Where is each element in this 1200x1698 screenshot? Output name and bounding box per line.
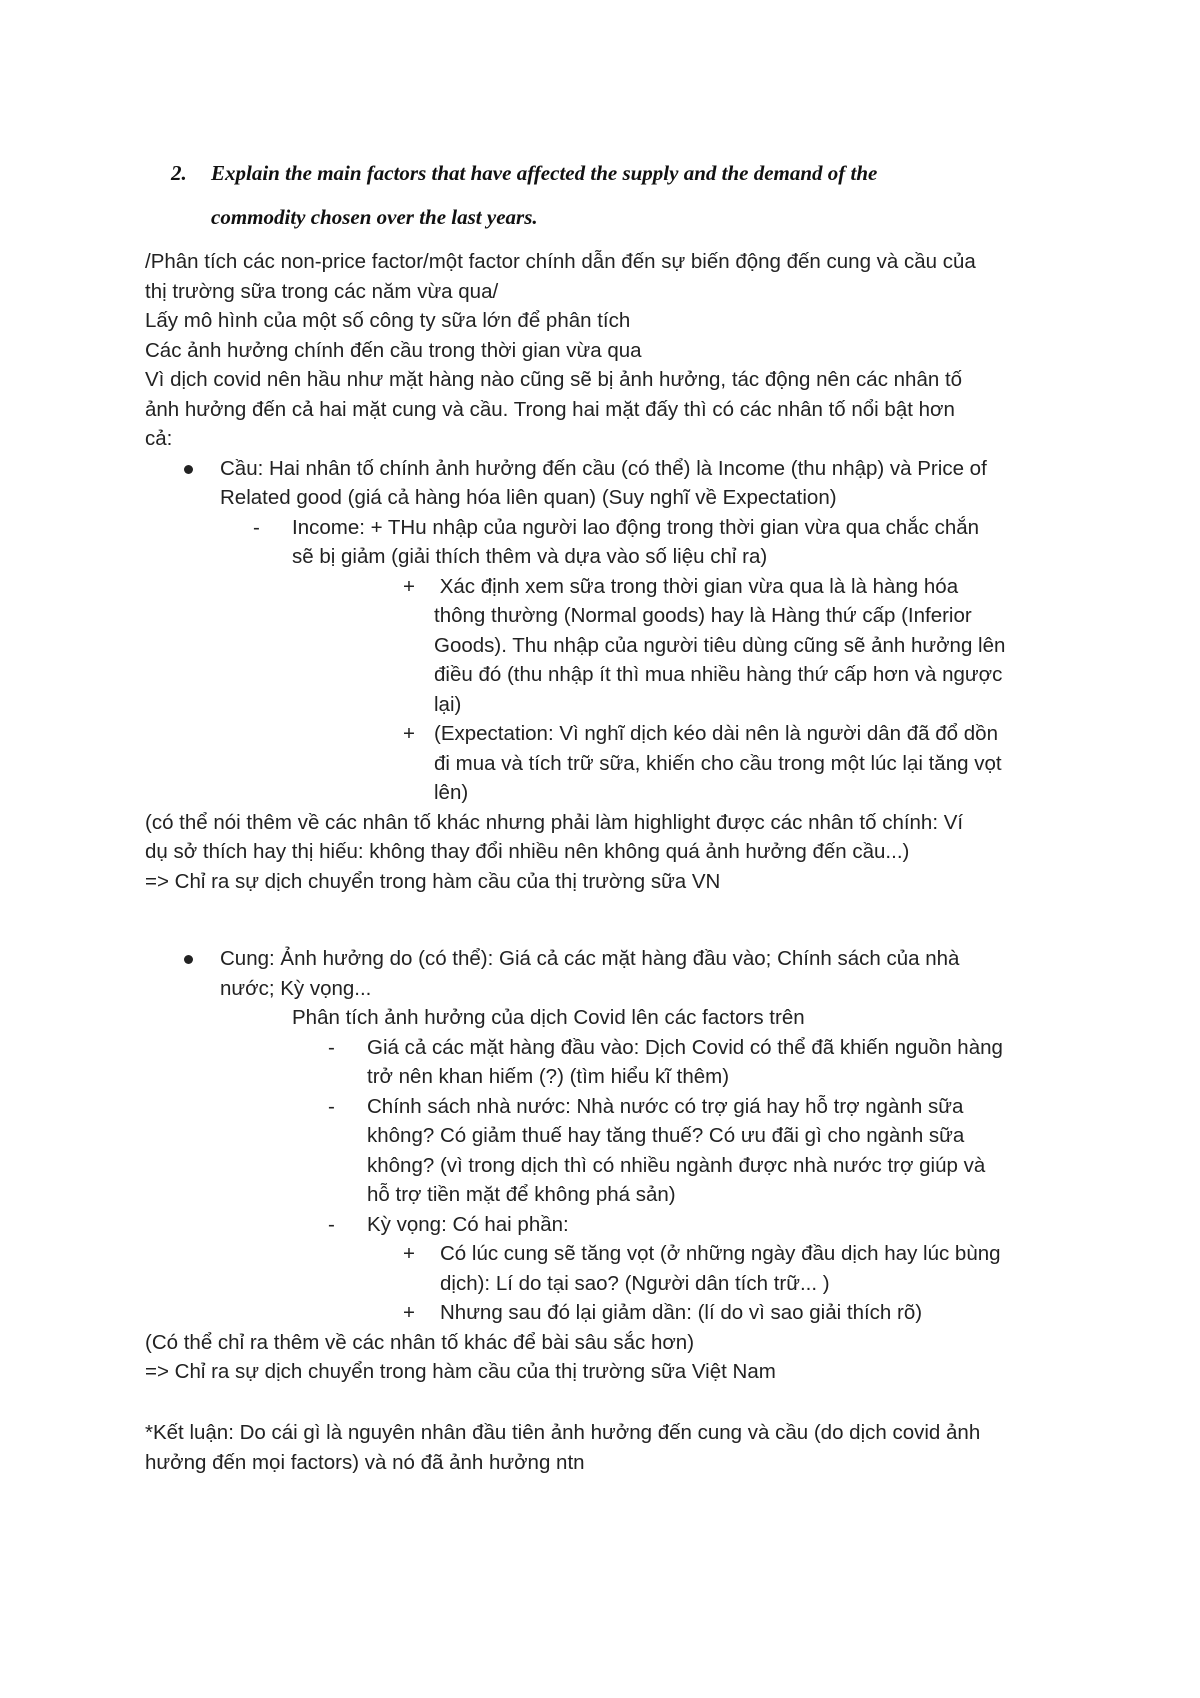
expectation-item xyxy=(145,719,1095,808)
dash-item-line: không? Có giảm thuế hay tăng thuế? Có ưu đãi gì cho ngành sữa xyxy=(367,1124,965,1147)
intro-line: ảnh hưởng đến cả hai mặt cung và cầu. Trong hai mặt đấy thì có các nhân tố nổi bật hơn xyxy=(145,397,955,421)
heading-line: commodity chosen over the last years. xyxy=(211,205,538,229)
conclusion-block xyxy=(145,1418,1095,1477)
demand-note-line: (có thể nói thêm về các nhân tố khác nhưng phải làm highlight được các nhân tố chính: Ví xyxy=(145,810,964,834)
plus-marker: + xyxy=(403,1301,415,1324)
body-block-supply xyxy=(145,944,1095,1387)
final-line: hưởng đến mọi factors) và nó đã ảnh hưởng ntn xyxy=(145,1450,585,1474)
income-line: sẽ bị giảm (giải thích thêm và dựa vào số liệu chỉ ra) xyxy=(292,545,768,568)
plus-item-line: Nhưng sau đó lại giảm dần: (lí do vì sao giải thích rõ) xyxy=(440,1301,923,1324)
dash-item-line: Chính sách nhà nước: Nhà nước có trợ giá hay hỗ trợ ngành sữa xyxy=(367,1094,964,1118)
section-heading xyxy=(171,151,1071,239)
plus-item-line: dịch): Lí do tại sao? (Người dân tích trữ... ) xyxy=(440,1271,830,1295)
expectation-supply-item xyxy=(145,1210,1095,1240)
intro-line: thị trường sữa trong các năm vừa qua/ xyxy=(145,279,499,303)
supply-surge-item xyxy=(145,1239,1095,1298)
heading-number: 2. xyxy=(171,161,187,185)
plus-item-line: Xác định xem sữa trong thời gian vừa qua là là hàng hóa xyxy=(434,574,959,598)
dash-item-line: Kỳ vọng: Có hai phần: xyxy=(367,1212,569,1236)
plus-item-line: thông thường (Normal goods) hay là Hàng thứ cấp (Inferior xyxy=(434,604,972,627)
final-line: *Kết luận: Do cái gì là nguyên nhân đầu tiên ảnh hưởng đến cung và cầu (do dịch covid ảnh xyxy=(145,1421,981,1444)
intro-line: Vì dịch covid nên hầu như mặt hàng nào cũng sẽ bị ảnh hưởng, tác động nên các nhân tố xyxy=(145,368,963,391)
income-line: Income: + THu nhập của người lao động trong thời gian vừa qua chắc chắn xyxy=(292,515,980,539)
plus-item-line: (Expectation: Vì nghĩ dịch kéo dài nên là người dân đã đổ dồn xyxy=(434,722,998,745)
plus-marker: + xyxy=(403,722,415,745)
supply-decline-item xyxy=(145,1298,1095,1328)
demand-bullet xyxy=(145,454,1095,513)
plus-item-line: điều đó (thu nhập ít thì mua nhiều hàng thứ cấp hơn và ngược xyxy=(434,663,1003,686)
plus-item-line: lên) xyxy=(434,781,469,804)
plus-marker: + xyxy=(403,574,415,598)
supply-bullet xyxy=(145,944,1095,1003)
plus-item-line: đi mua và tích trữ sữa, khiến cho cầu trong một lúc lại tăng vọt xyxy=(434,751,1002,775)
demand-conclusion: => Chỉ ra sự dịch chuyển trong hàm cầu của thị trường sữa VN xyxy=(145,869,721,893)
supply-line: Cung: Ảnh hưởng do (có thể): Giá cả các mặt hàng đầu vào; Chính sách của nhà xyxy=(220,947,960,970)
dash-item-line: Giá cả các mặt hàng đầu vào: Dịch Covid có thể đã khiến nguồn hàng xyxy=(367,1035,1003,1059)
plus-item-line: lại) xyxy=(434,692,462,716)
dash-item-line: trở nên khan hiếm (?) (tìm hiểu kĩ thêm) xyxy=(367,1065,730,1088)
supply-subheading: Phân tích ảnh hưởng của dịch Covid lên các factors trên xyxy=(292,1006,805,1029)
demand-line: Related good (giá cả hàng hóa liên quan) (Suy nghĩ về Expectation) xyxy=(220,486,837,509)
body-block-demand xyxy=(145,247,1095,896)
plus-marker: + xyxy=(403,1242,415,1265)
bullet-dot-icon xyxy=(184,465,193,474)
dash-item-line: hỗ trợ tiền mặt để không phá sản) xyxy=(367,1183,676,1206)
intro-line: Các ảnh hưởng chính đến cầu trong thời gian vừa qua xyxy=(145,338,642,362)
dash-marker: - xyxy=(328,1094,335,1118)
intro-line: Lấy mô hình của một số công ty sữa lớn để phân tích xyxy=(145,309,631,332)
normal-goods-item xyxy=(145,572,1095,720)
intro-line: /Phân tích các non-price factor/một factor chính dẫn đến sự biến động đến cung và cầu của xyxy=(145,250,976,273)
heading-line: Explain the main factors that have affected the supply and the demand of the xyxy=(211,161,878,185)
dash-marker: - xyxy=(328,1035,335,1059)
demand-line: Cầu: Hai nhân tố chính ảnh hưởng đến cầu (có thể) là Income (thu nhập) và Price of xyxy=(220,456,987,480)
policy-item xyxy=(145,1092,1095,1210)
bullet-dot-icon xyxy=(184,955,193,964)
supply-conclusion: => Chỉ ra sự dịch chuyển trong hàm cầu của thị trường sữa Việt Nam xyxy=(145,1360,776,1383)
dash-marker: - xyxy=(328,1212,335,1236)
supply-line: nước; Kỳ vọng... xyxy=(220,976,372,1000)
income-item xyxy=(145,513,1095,572)
plus-item-line: Có lúc cung sẽ tăng vọt (ở những ngày đầu dịch hay lúc bùng xyxy=(440,1242,1001,1265)
input-price-item xyxy=(145,1033,1095,1092)
plus-item-line: Goods). Thu nhập của người tiêu dùng cũng sẽ ảnh hưởng lên xyxy=(434,633,1006,657)
dash-marker: - xyxy=(253,515,260,539)
intro-line: cả: xyxy=(145,427,173,450)
dash-item-line: không? (vì trong dịch thì có nhiều ngành được nhà nước trợ giúp và xyxy=(367,1153,986,1177)
supply-note: (Có thể chỉ ra thêm về các nhân tố khác để bài sâu sắc hơn) xyxy=(145,1330,695,1354)
demand-note-line: dụ sở thích hay thị hiếu: không thay đổi nhiều nên không quá ảnh hưởng đến cầu...) xyxy=(145,840,910,863)
